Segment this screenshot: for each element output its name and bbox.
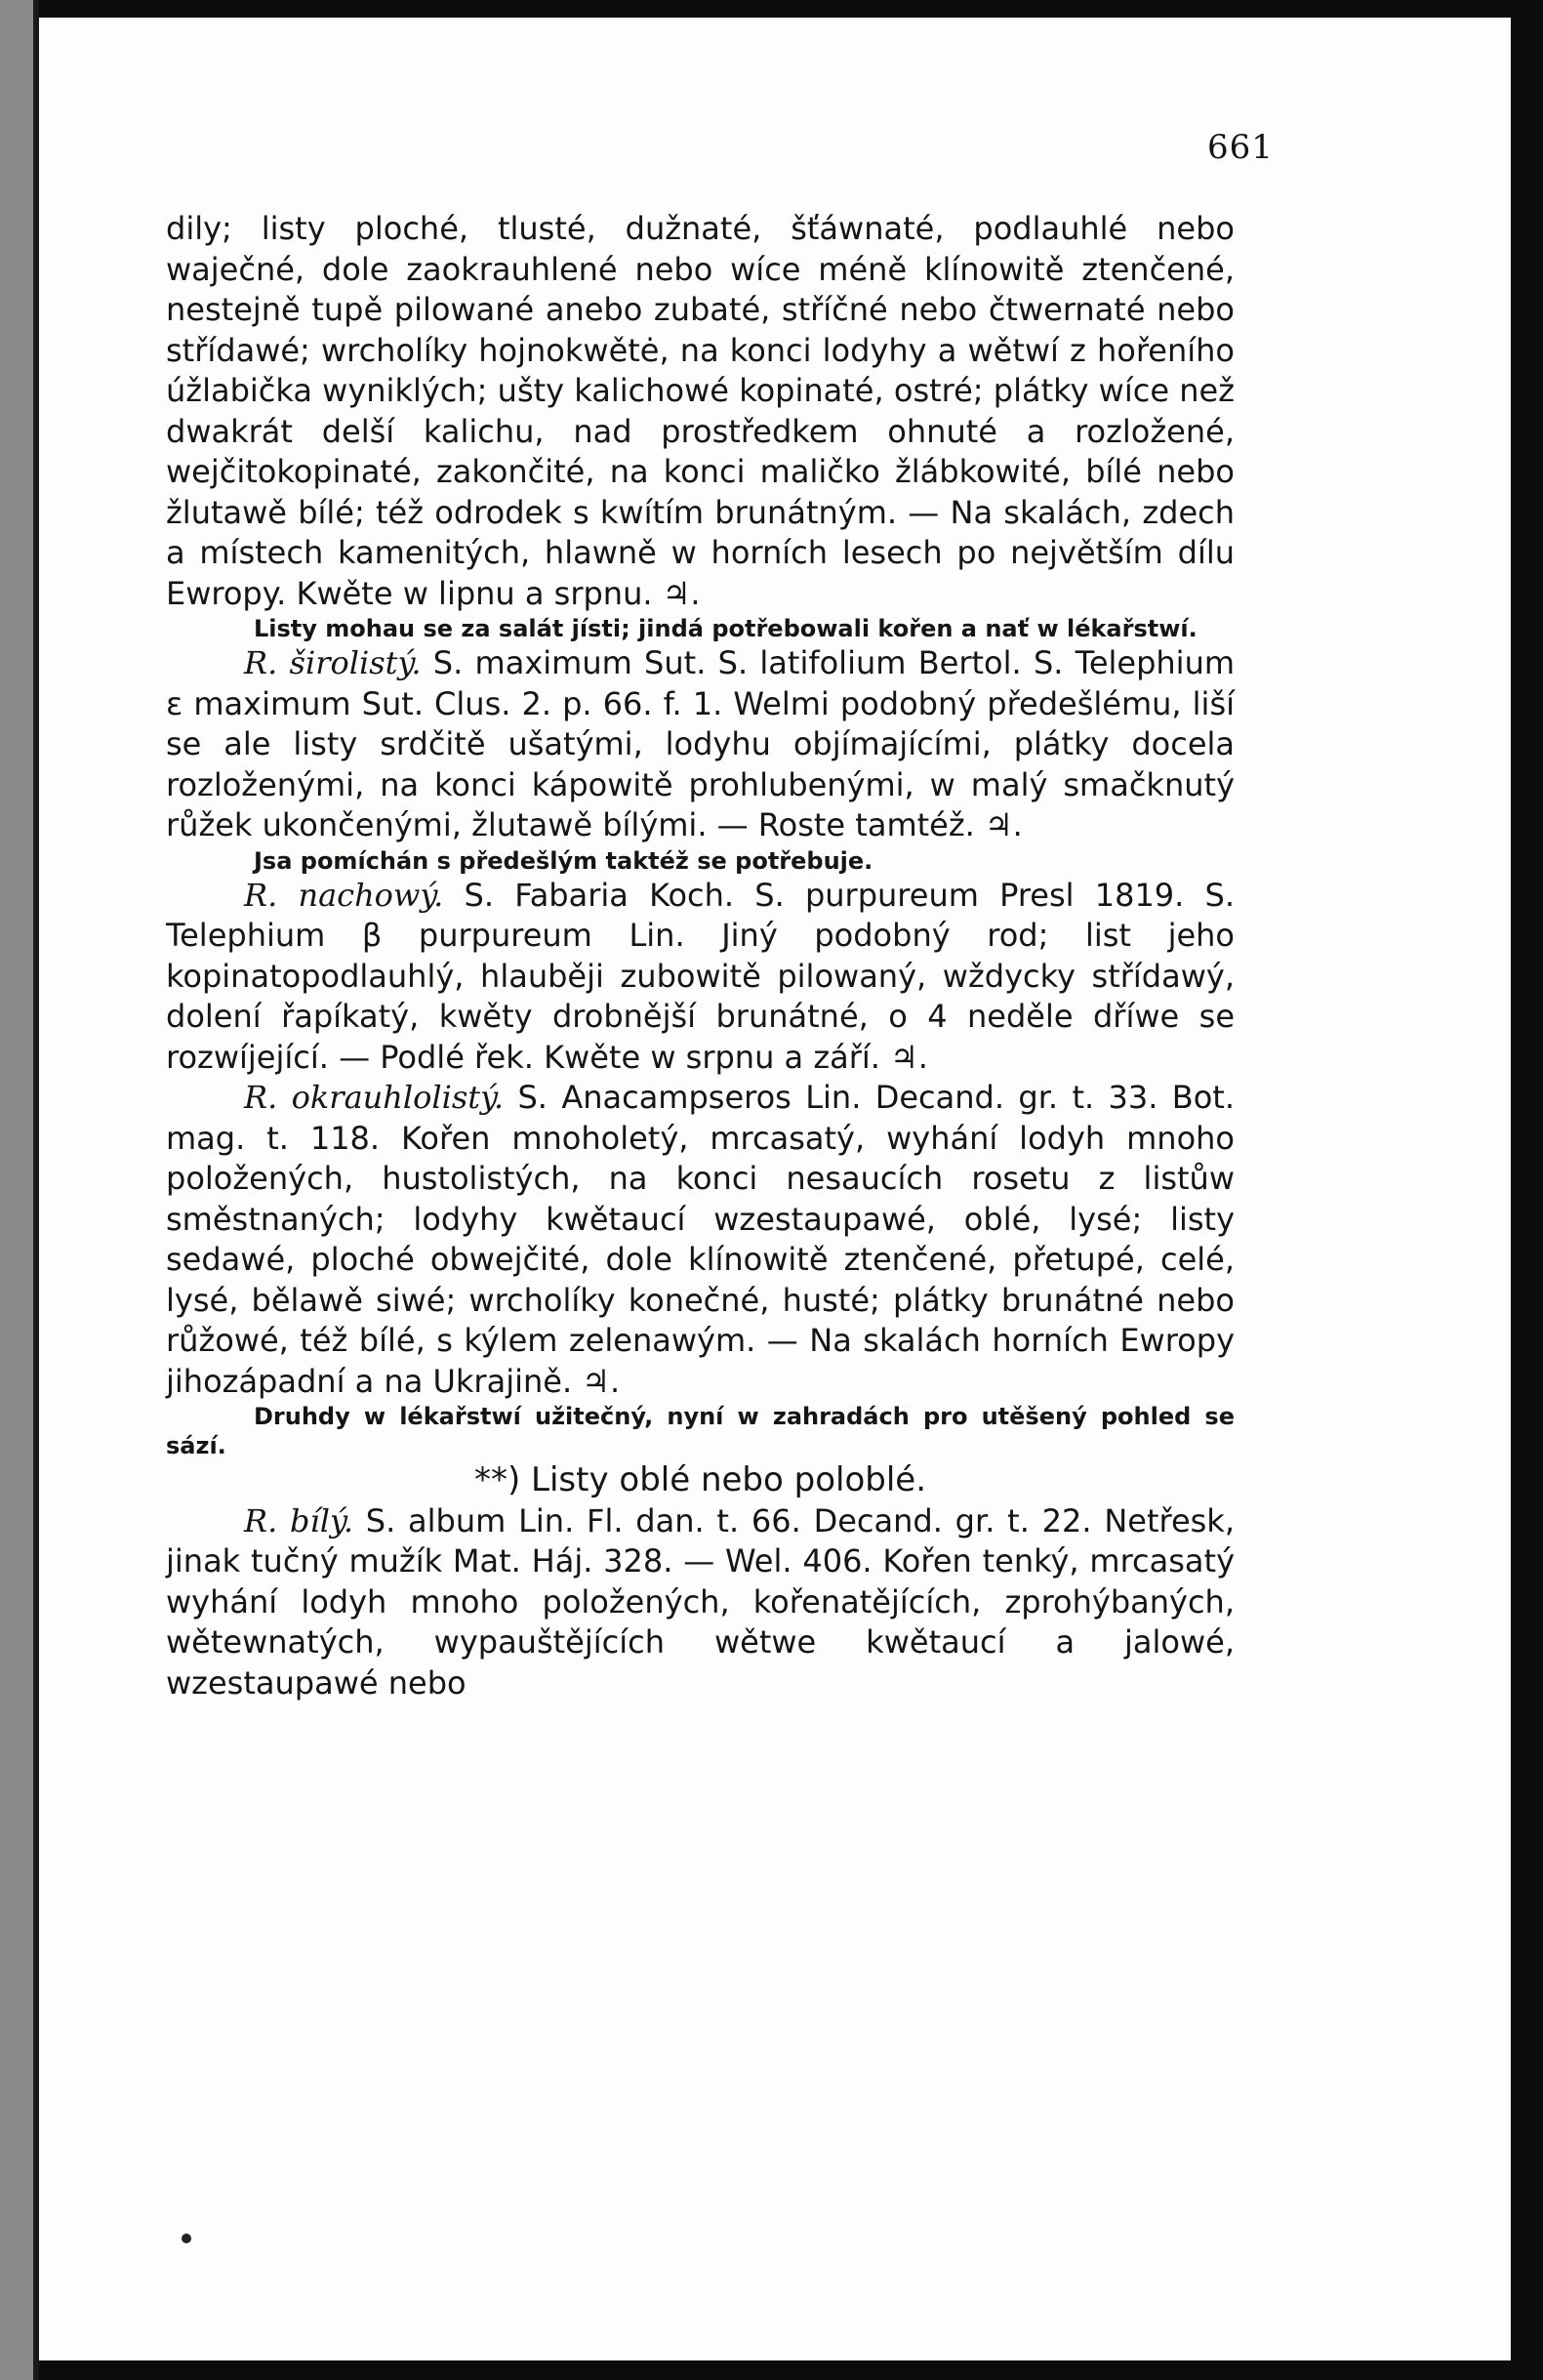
page-number: 661: [1207, 128, 1274, 167]
species-entry: [166, 876, 1235, 1079]
usage-note-text: Listy mohau se za salát jísti; jindá potřebowali kořen a nať w lékařstwí.: [254, 615, 1198, 642]
book-gutter: [0, 0, 39, 2380]
species-name: R. bílý.: [244, 1501, 353, 1539]
page-text: [166, 209, 1235, 1703]
book-page: [39, 18, 1511, 2360]
usage-note-text: Druhdy w lékařstwí užitečný, nyní w zahradách pro utěšený pohled se sází.: [166, 1403, 1235, 1459]
species-name: R. okrauhlolistý.: [244, 1079, 505, 1116]
section-heading: **) Listy oblé nebo poloblé.: [473, 1460, 927, 1499]
print-speck: [182, 2234, 191, 2243]
species-entry: [166, 1501, 1235, 1704]
species-name: R. širolistý.: [244, 644, 422, 681]
species-entry: [166, 1078, 1235, 1402]
usage-note: [166, 846, 1235, 876]
usage-note: [166, 1402, 1235, 1460]
species-description: S. Fabaria Koch. S. purpureum Presl 1819. S. Telephium β purpureum Lin. Jiný podobný rod; list jeho kopinatopodlauhlý, hlauběji zubowitě pilowaný, wždycky střídawý, dolení řapíkatý, kwěty drobnější brunátné, o 4 neděle dříwe se rozwíjející. — Podlé řek. Kwěte w srpnu a září. ♃.: [166, 876, 1236, 1076]
usage-note: [166, 614, 1235, 643]
usage-note-text: Jsa pomíchán s předešlým taktéž se potřebuje.: [254, 846, 873, 875]
paragraph-continuation: dily; listy ploché, tlusté, dužnaté, šťáwnaté, podlauhlé nebo waječné, dole zaokrauhlené nebo wíce méně klínowitě ztenčené, nestejně tupě pilowané anebo zubaté, stříčné nebo čtwernaté nebo střídawé; wrcholíky hojnokwětė, na konci lodyhy a wětwí z hořeního úžlabička wyniklých; ušty kalichowé kopinaté, ostré; plátky wíce než dwakrát delší kalichu, nad prostředkem ohnuté a rozložené, wejčitokopinaté, zakončité, na konci maličko žlábkowité, bílé nebo žlutawě bílé; též odrodek s kwítím brunátným. — Na skalách, zdech a místech kamenitých, hlawně w horních lesech po největším dílu Ewropy. Kwěte w lipnu a srpnu. ♃.: [166, 210, 1235, 612]
species-description: S. Anacampseros Lin. Decand. gr. t. 33. Bot. mag. t. 118. Kořen mnoholetý, mrcasatý, wyhání lodyh mnoho položených, hustolistých, na konci nesaucích rosetu z listůw směstnaných; lodyhy kwětaucí wzestaupawé, oblé, lysé; listy sedawé, ploché obwejčité, dole klínowitě ztenčené, přetupé, celé, lysé, bělawě siwé; wrcholíky konečné, husté; plátky brunátné nebo růžowé, též bílé, s kýlem zelenawým. — Na skalách horních Ewropy jihozápadní a na Ukrajině. ♃.: [166, 1079, 1236, 1400]
species-name: R. nachowý.: [244, 876, 444, 914]
species-description: S. album Lin. Fl. dan. t. 66. Decand. gr. t. 22. Netřesk, jinak tučný mužík Mat. Háj. 328. — Wel. 406. Kořen tenký, mrcasatý wyhání lodyh mnoho položených, kořenatějících, zprohýbaných, wětewnatých, wypauštějících wětwe kwětaucí a jalowé, wzestaupawé nebo: [166, 1501, 1236, 1702]
species-description: S. maximum Sut. S. latifolium Bertol. S. Telephium ε maximum Sut. Clus. 2. p. 66. f. 1. Welmi podobný předešlému, liší se ale listy srdčitě ušatými, lodyhu objímajícími, plátky docela rozloženými, na konci kápowitě prohlubenými, w malý smačknutý růžek ukončenými, žlutawě bílými. — Roste tamtéž. ♃.: [166, 644, 1236, 843]
species-entry: [166, 643, 1235, 846]
